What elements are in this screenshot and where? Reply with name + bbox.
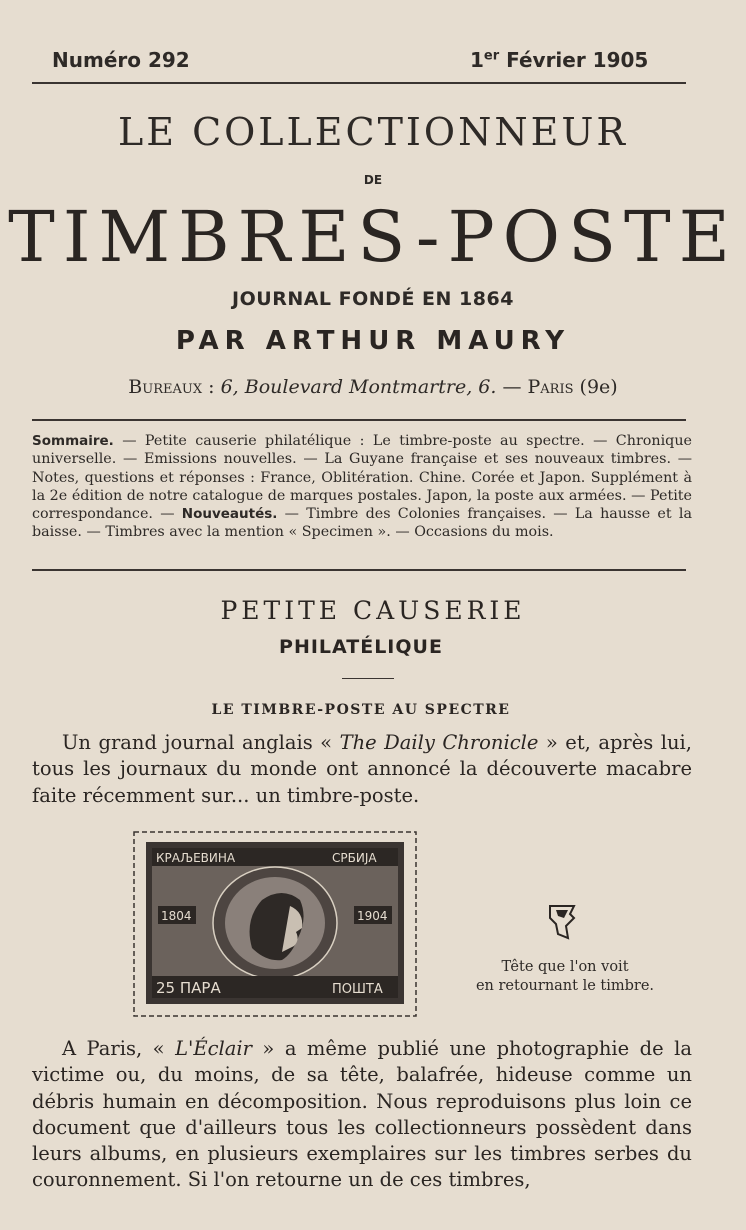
masthead-founded: JOURNAL FONDÉ EN 1864 (232, 288, 514, 310)
paragraph-1: Un grand journal anglais « The Daily Chronicle » et, après lui, tous les journaux du monde ont annoncé la découverte macabre faite récemment sur... un timbre-poste. (32, 731, 692, 807)
summary-label-2: Nouveautés. (181, 506, 278, 523)
masthead-address: Bureaux : 6, Boulevard Montmartre, 6. — Paris (9e) (128, 376, 618, 398)
stamp-top-right: СРБИЈА (332, 851, 377, 865)
stamp-year-left: 1804 (161, 909, 192, 923)
masthead-title: LE COLLECTIONNEUR (118, 110, 628, 154)
section-title-2: PHILATÉLIQUE (279, 636, 443, 658)
header-rule (32, 82, 686, 84)
section-divider (342, 678, 394, 679)
stamp-top-left: КРАЉЕВИНА (156, 851, 236, 865)
section-title: PETITE CAUSERIE (220, 596, 526, 625)
stamp-year-right: 1904 (357, 909, 388, 923)
summary-block: Sommaire. — Petite causerie philatélique : Le timbre-poste au spectre. — Chronique universelle. — Emissions nouvelles. — La Guyane française et ses nouveaux timbres. — Notes, questions et réponses : France, Oblitération. Chine. Corée et Japon. Supplément à la 2e édition de notre catalogue de marques postales. Japon, la poste aux armées. — Petite correspondance. — Nouveautés. — Timbre des Colonies françaises. — La hausse et la baisse. — Timbres avec la mention « Specimen ». — Occasions du mois. (32, 433, 692, 541)
paragraph-2: A Paris, « L'Éclair » a même publié une photographie de la victime ou, du moins, de sa tête, balafrée, hideuse comme un débris humain en décomposition. Nous reproduisons plus loin ce document que d'ailleurs tous les collectionneurs possèdent dans leurs albums, en plusieurs exemplaires sur les timbres serbes du couronnement. Si l'on retourne un de ces timbres, (32, 1037, 692, 1192)
stamp-bottom-right: ПОШТА (332, 982, 383, 997)
inverted-head-icon (548, 904, 576, 942)
stamp-illustration (132, 828, 418, 1020)
summary-bottom-rule (32, 569, 686, 571)
article-title: LE TIMBRE-POSTE AU SPECTRE (211, 702, 511, 718)
masthead-main-title: TIMBRES-POSTE (8, 196, 738, 278)
stamp-value: 25 ПАРА (156, 979, 221, 997)
stamp-image (132, 828, 418, 1020)
issue-date: 1er Février 1905 (470, 48, 649, 72)
figure-caption: Tête que l'on voit en retournant le timbre. (475, 959, 655, 994)
masthead-de: DE (363, 173, 383, 187)
masthead-author: PAR ARTHUR MAURY (175, 326, 571, 356)
issue-number: Numéro 292 (52, 48, 190, 72)
summary-top-rule (32, 419, 686, 421)
summary-label: Sommaire. (32, 433, 114, 449)
